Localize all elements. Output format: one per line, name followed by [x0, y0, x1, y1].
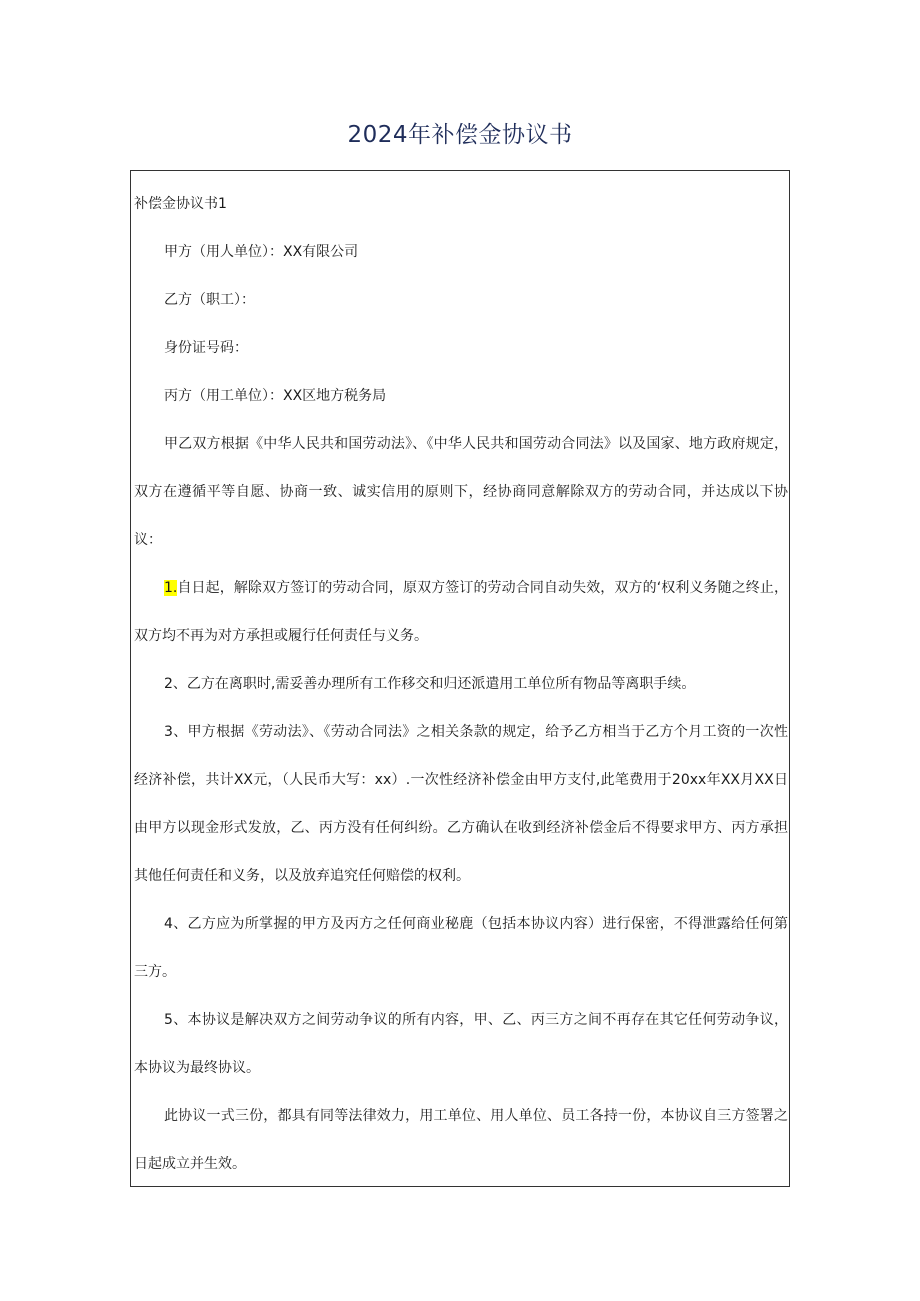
clause-2: 2、乙方在离职时,需妥善办理所有工作移交和归还派遣用工单位所有物品等离职手续。: [164, 676, 696, 692]
clause-1-text: 自日起，解除双方签订的劳动合同，原双方签订的劳动合同自动失效，双方的‘权利义务随之终止，双方均不再为对方承担或履行任何责任与义务。: [134, 580, 788, 644]
party-a: 甲方（用人单位）：XX有限公司: [164, 244, 359, 260]
id-number: 身份证号码：: [164, 340, 248, 356]
clause-1: [134, 564, 788, 660]
agreement-heading: 补偿金协议书1: [134, 196, 227, 212]
closing-paragraph: 此协议一式三份，都具有同等法律效力，用工单位、用人单位、员工各持一份，本协议自三方签署之日起成立并生效。: [134, 1108, 788, 1172]
clause-1-number: 1.: [164, 580, 178, 596]
party-b: 乙方（职工）：: [164, 292, 255, 308]
clause-4: 4、乙方应为所掌握的甲方及丙方之任何商业秘鹿（包括本协议内容）进行保密，不得泄露给任何第三方。: [134, 916, 788, 980]
document-body: [134, 180, 788, 1188]
document-title: 2024年补偿金协议书: [347, 122, 573, 148]
clause-3: 3、甲方根据《劳动法》、《劳动合同法》之相关条款的规定，给予乙方相当于乙方个月工资的一次性经济补偿，共计XX元，（人民币大写：xx）.一次性经济补偿金由甲方支付,此笔费用于20xx年XX月XX日由甲方以现金形式发放，乙、丙方没有任何纠纷。乙方确认在收到经济补偿金后不得要求甲方、丙方承担其他任何责任和义务，以及放弃追究任何赔偿的权利。: [134, 724, 788, 884]
clause-5: 5、本协议是解决双方之间劳动争议的所有内容，甲、乙、丙三方之间不再存在其它任何劳动争议，本协议为最终协议。: [134, 1012, 788, 1076]
intro-paragraph: 甲乙双方根据《中华人民共和国劳动法》、《中华人民共和国劳动合同法》以及国家、地方政府规定，双方在遵循平等自愿、协商一致、诚实信用的原则下，经协商同意解除双方的劳动合同，并达成以下协议：: [134, 436, 788, 548]
party-c: 丙方（用工单位）：XX区地方税务局: [164, 388, 387, 404]
